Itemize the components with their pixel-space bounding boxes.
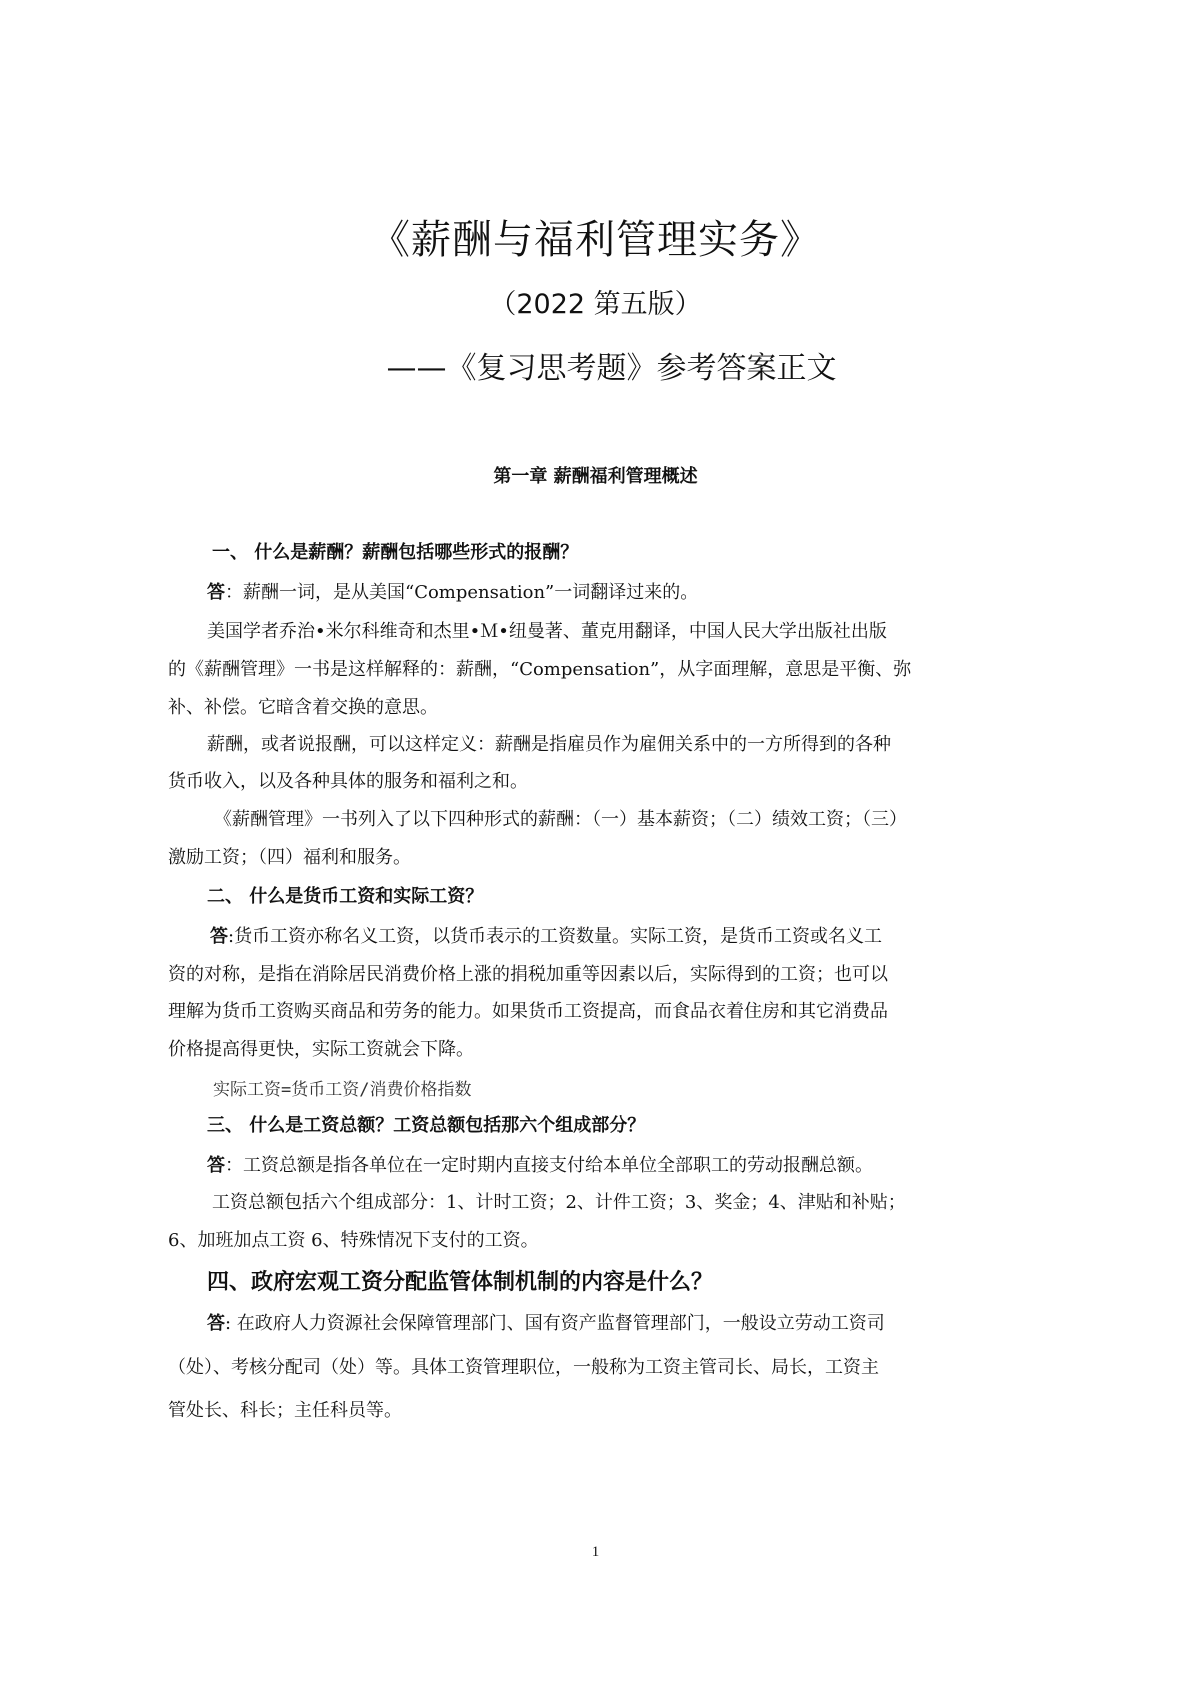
answer-text: ：薪酬一词，是从美国“Compensation”一词翻译过来的。 — [225, 582, 699, 603]
document-subtitle: ——《复习思考题》参考答案正文 — [386, 351, 837, 386]
chapter-heading: 第一章 薪酬福利管理概述 — [493, 466, 698, 487]
answer-3-line-2: 工资总额包括六个组成部分：1、计时工资；2、计件工资；3、奖金；4、津贴和补贴； — [212, 1192, 906, 1213]
answer-label: 答 — [207, 1313, 225, 1334]
edition-label: （2022 第五版） — [489, 289, 702, 320]
question-3: 三、 什么是工资总额？工资总额包括那六个组成部分？ — [207, 1115, 646, 1136]
answer-2-line-3: 理解为货币工资购买商品和劳务的能力。如果货币工资提高，而食品衣着住房和其它消费品 — [168, 1001, 888, 1022]
document-title: 《薪酬与福利管理实务》 — [370, 217, 821, 263]
page-number: 1 — [591, 1544, 600, 1560]
question-4: 四、政府宏观工资分配监管体制机制的内容是什么？ — [207, 1270, 714, 1295]
answer-3-line-1 — [207, 1151, 873, 1177]
answer-text: : 在政府人力资源社会保障管理部门、国有资产监督管理部门，一般设立劳动工资司 — [225, 1313, 885, 1334]
answer-label: 答 — [207, 582, 225, 603]
question-1: 一、 什么是薪酬？薪酬包括哪些形式的报酬？ — [212, 542, 579, 563]
paragraph-1-line-3: 补、补偿。它暗含着交换的意思。 — [168, 697, 438, 718]
answer-label: 答 — [207, 1155, 225, 1176]
answer-1-line-1 — [207, 578, 698, 604]
answer-label: 答 — [210, 926, 228, 947]
paragraph-2-line-2: 货币收入，以及各种具体的服务和福利之和。 — [168, 771, 528, 792]
paragraph-1-line-2: 的《薪酬管理》一书是这样解释的：薪酬，“Compensation”，从字面理解，意思是平衡、弥 — [168, 659, 912, 680]
paragraph-3-line-1: 《薪酬管理》一书列入了以下四种形式的薪酬：（一）基本薪资；（二）绩效工资；（三） — [214, 809, 907, 830]
paragraph-1-line-1: 美国学者乔治•米尔科维奇和杰里•Ｍ•纽曼著、董克用翻译，中国人民大学出版社出版 — [207, 621, 887, 642]
answer-2-line-2: 资的对称，是指在消除居民消费价格上涨的捐税加重等因素以后，实际得到的工资；也可以 — [168, 964, 888, 985]
formula: 实际工资=货币工资/消费价格指数 — [213, 1080, 472, 1100]
answer-4-line-1 — [207, 1309, 885, 1335]
answer-2-line-4: 价格提高得更快，实际工资就会下降。 — [168, 1039, 474, 1060]
answer-text: ：工资总额是指各单位在一定时期内直接支付给本单位全部职工的劳动报酬总额。 — [225, 1155, 873, 1176]
answer-3-line-3: 6、加班加点工资 6、特殊情况下支付的工资。 — [168, 1230, 539, 1251]
answer-4-line-3: 管处长、科长；主任科员等。 — [168, 1400, 402, 1421]
answer-2-line-1 — [210, 922, 882, 948]
answer-text: :货币工资亦称名义工资，以货币表示的工资数量。实际工资，是货币工资或名义工 — [228, 926, 883, 947]
question-2: 二、 什么是货币工资和实际工资？ — [207, 886, 484, 907]
answer-4-line-2: （处）、考核分配司（处）等。具体工资管理职位，一般称为工资主管司长、局长，工资主 — [168, 1357, 879, 1378]
paragraph-3-line-2: 激励工资；（四）福利和服务。 — [168, 847, 411, 868]
paragraph-2-line-1: 薪酬，或者说报酬，可以这样定义：薪酬是指雇员作为雇佣关系中的一方所得到的各种 — [207, 734, 891, 755]
